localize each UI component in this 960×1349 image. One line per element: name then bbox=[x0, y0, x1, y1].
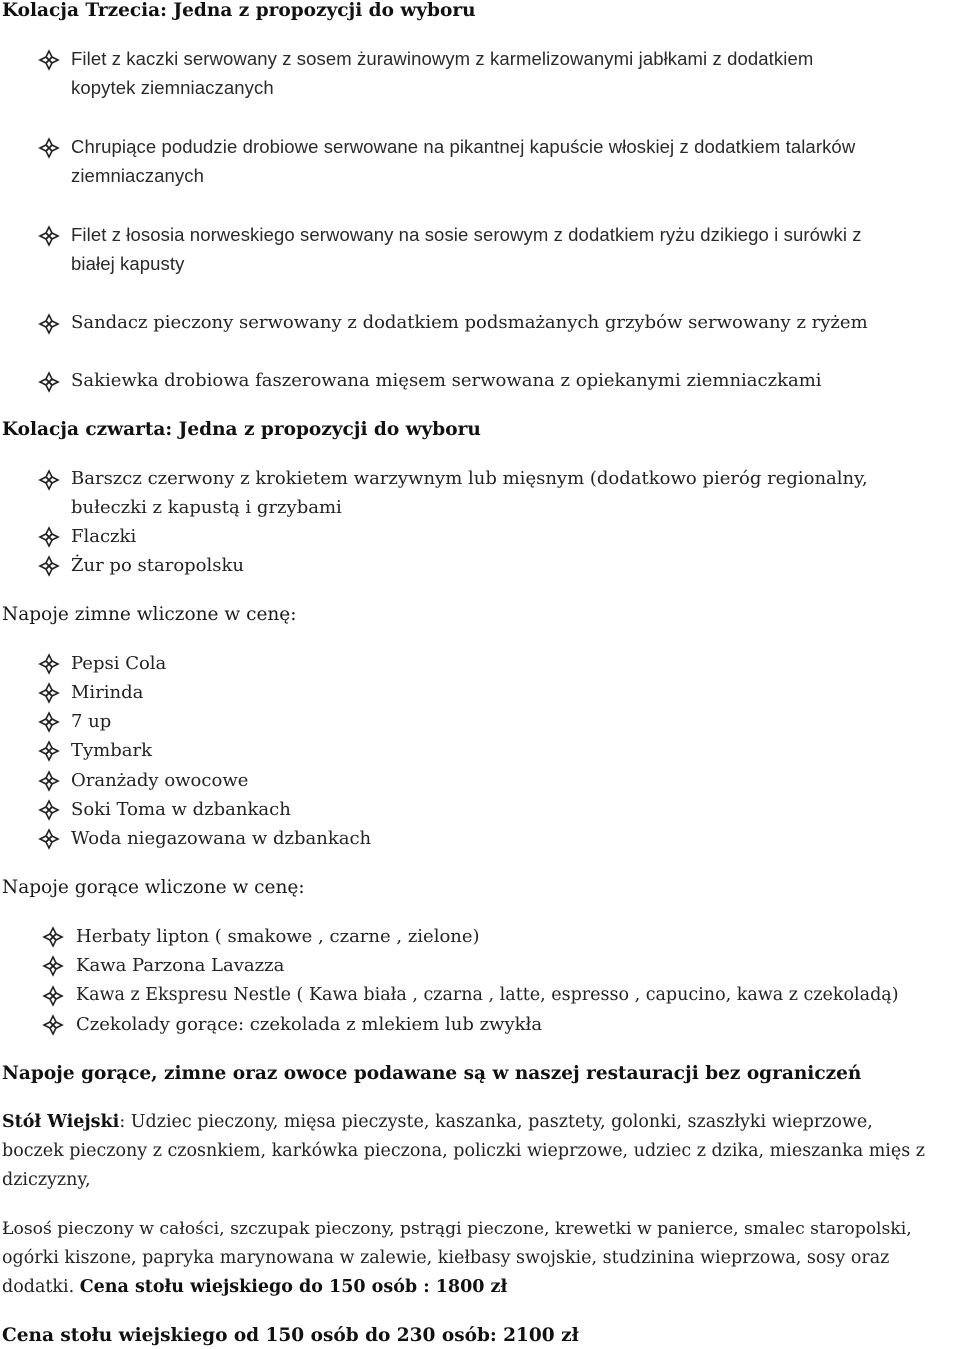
heading-napoje-gorace: Napoje gorące wliczone w cenę: bbox=[2, 877, 305, 898]
list-item: Flaczki bbox=[71, 526, 137, 547]
list-item: Filet z kaczki serwowany z sosem żurawinowym z karmelizowanymi jabłkami z dodatkiem bbox=[71, 48, 814, 69]
list-item-continuation: białej kapusty bbox=[71, 253, 185, 274]
diamond-bullet-icon bbox=[42, 955, 64, 977]
diamond-bullet-icon bbox=[38, 770, 60, 792]
list-item: Kawa z Ekspresu Nestle ( Kawa biała , czarna , latte, espresso , capucino, kawa z czekoladą) bbox=[76, 985, 899, 1005]
list-item: Pepsi Cola bbox=[71, 653, 167, 674]
list-item: 7 up bbox=[71, 711, 112, 732]
note-unlimited-drinks: Napoje gorące, zimne oraz owoce podawane są w naszej restauracji bez ograniczeń bbox=[2, 1063, 862, 1084]
stol-wiejski-text: : Udziec pieczony, mięsa pieczyste, kaszanka, pasztety, golonki, szaszłyki wieprzowe, bbox=[119, 1112, 873, 1132]
list-item: Herbaty lipton ( smakowe , czarne , zielone) bbox=[76, 926, 480, 947]
stol-wiejski-p2-line1: Łosoś pieczony w całości, szczupak pieczony, pstrągi pieczone, krewetki w panierce, smalec staropolski, bbox=[2, 1219, 912, 1239]
list-item: Oranżady owocowe bbox=[71, 770, 249, 791]
heading-kolacja-trzecia: Kolacja Trzecia: Jedna z propozycji do wyboru bbox=[2, 0, 476, 21]
diamond-bullet-icon bbox=[38, 711, 60, 733]
list-item: Mirinda bbox=[71, 682, 144, 703]
diamond-bullet-icon bbox=[42, 1014, 64, 1036]
diamond-bullet-icon bbox=[38, 49, 60, 71]
diamond-bullet-icon bbox=[38, 682, 60, 704]
list-item: Żur po staropolsku bbox=[71, 555, 245, 576]
stol-wiejski-p2-plain: dodatki. bbox=[2, 1277, 80, 1297]
list-item: Sakiewka drobiowa faszerowana mięsem serwowana z opiekanymi ziemniaczkami bbox=[71, 370, 822, 391]
list-item-continuation: bułeczki z kapustą i grzybami bbox=[71, 497, 342, 518]
list-item: Czekolady gorące: czekolada z mlekiem lub zwykła bbox=[76, 1014, 543, 1035]
stol-wiejski-p2-line3 bbox=[2, 1277, 507, 1297]
list-item: Sandacz pieczony serwowany z dodatkiem podsmażanych grzybów serwowany z ryżem bbox=[71, 312, 868, 333]
diamond-bullet-icon bbox=[38, 371, 60, 393]
diamond-bullet-icon bbox=[38, 799, 60, 821]
price-up-to-150: Cena stołu wiejskiego do 150 osób : 1800 zł bbox=[79, 1277, 508, 1297]
diamond-bullet-icon bbox=[38, 740, 60, 762]
stol-wiejski-p2-line2: ogórki kiszone, papryka marynowana w zalewie, kiełbasy swojskie, studzinina wieprzowa, sosy oraz bbox=[2, 1248, 890, 1268]
list-item-continuation: ziemniaczanych bbox=[71, 165, 205, 186]
heading-kolacja-czwarta: Kolacja czwarta: Jedna z propozycji do wyboru bbox=[2, 419, 481, 440]
stol-wiejski-line3: dziczyzny, bbox=[2, 1170, 91, 1190]
diamond-bullet-icon bbox=[42, 926, 64, 948]
list-item: Woda niegazowana w dzbankach bbox=[71, 828, 372, 849]
list-item: Filet z łososia norweskiego serwowany na sosie serowym z dodatkiem ryżu dzikiego i surówki z bbox=[71, 224, 862, 245]
stol-wiejski-line2: boczek pieczony z czosnkiem, karkówka pieczona, policzki wieprzowe, udziec z dzika, mieszanka mięs z bbox=[2, 1141, 926, 1161]
list-item: Soki Toma w dzbankach bbox=[71, 799, 291, 820]
diamond-bullet-icon bbox=[38, 469, 60, 491]
diamond-bullet-icon bbox=[38, 555, 60, 577]
diamond-bullet-icon bbox=[38, 526, 60, 548]
stol-wiejski-line1 bbox=[2, 1112, 873, 1132]
list-item-continuation: kopytek ziemniaczanych bbox=[71, 77, 274, 98]
list-item: Tymbark bbox=[71, 740, 153, 761]
stol-wiejski-label: Stół Wiejski bbox=[2, 1112, 120, 1132]
price-150-to-230: Cena stołu wiejskiego od 150 osób do 230 osób: 2100 zł bbox=[2, 1325, 579, 1346]
list-item: Kawa Parzona Lavazza bbox=[76, 955, 285, 976]
diamond-bullet-icon bbox=[42, 985, 64, 1007]
list-item: Chrupiące podudzie drobiowe serwowane na pikantnej kapuście włoskiej z dodatkiem talarków bbox=[71, 136, 856, 157]
diamond-bullet-icon bbox=[38, 137, 60, 159]
diamond-bullet-icon bbox=[38, 313, 60, 335]
heading-napoje-zimne: Napoje zimne wliczone w cenę: bbox=[2, 604, 297, 625]
diamond-bullet-icon bbox=[38, 225, 60, 247]
list-item: Barszcz czerwony z krokietem warzywnym lub mięsnym (dodatkowo pieróg regionalny, bbox=[71, 468, 868, 489]
diamond-bullet-icon bbox=[38, 828, 60, 850]
diamond-bullet-icon bbox=[38, 653, 60, 675]
